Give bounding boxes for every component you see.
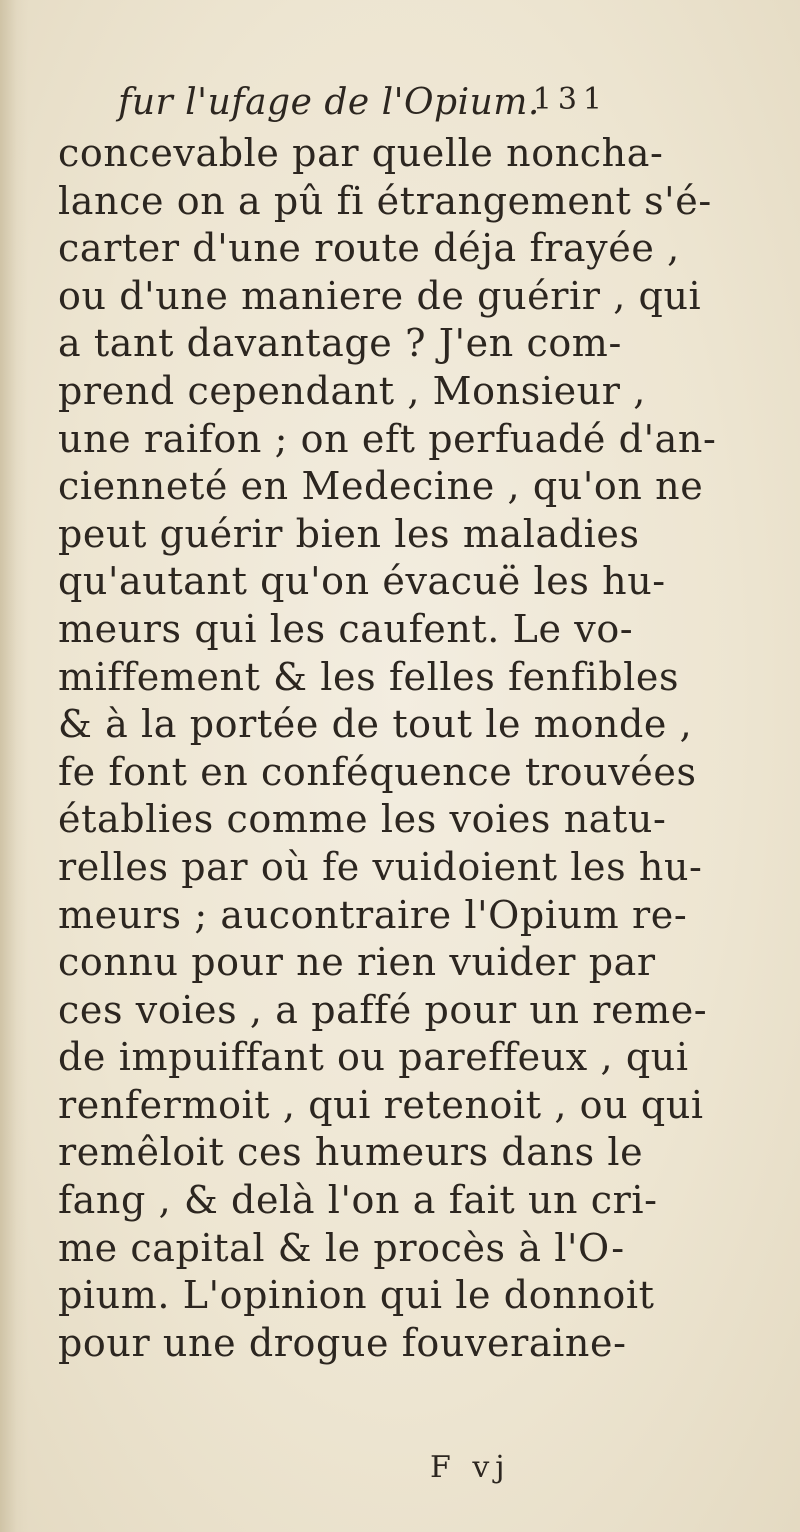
text-line: cienneté en Medecine , qu'on ne — [58, 464, 704, 509]
text-line: fe font en conféquence trouvées — [58, 749, 697, 794]
text-line: a tant davantage ? J'en com- — [58, 321, 622, 366]
text-line: meurs qui les caufent. Le vo- — [58, 606, 634, 651]
text-line: relles par où fe vuidoient les hu- — [58, 844, 703, 889]
text-line: prend cependant , Monsieur , — [58, 368, 646, 413]
signature-mark: F vj — [430, 1450, 511, 1485]
text-line: pium. L'opinion qui le donnoit — [58, 1273, 655, 1318]
text-line: remêloit ces humeurs dans le — [58, 1130, 644, 1175]
running-head: fur l'ufage de l'Opium. — [118, 82, 540, 123]
gutter-shadow — [0, 0, 28, 1532]
text-line: carter d'une route déja frayée , — [58, 226, 680, 271]
page-number: 131 — [532, 82, 608, 117]
text-line: meurs ; aucontraire l'Opium re- — [58, 892, 688, 937]
text-line: peut guérir bien les maladies — [58, 511, 640, 556]
text-line: miffement & les felles fenfibles — [58, 654, 680, 699]
page-header — [118, 82, 608, 132]
text-line: renfermoit , qui retenoit , ou qui — [58, 1082, 704, 1127]
text-line: me capital & le procès à l'O- — [58, 1225, 625, 1270]
text-line: concevable par quelle noncha- — [58, 131, 664, 175]
text-line: connu pour ne rien vuider par — [58, 940, 656, 985]
text-line: pour une drogue fouveraine- — [58, 1320, 627, 1365]
text-line: de impuiffant ou pareffeux , qui — [58, 1035, 689, 1080]
text-line: une raifon ; on eft perfuadé d'an- — [58, 416, 717, 461]
text-line: établies comme les voies natu- — [58, 797, 667, 842]
text-line: fang , & delà l'on a fait un cri- — [58, 1178, 658, 1223]
text-line: & à la portée de tout le monde , — [58, 702, 693, 747]
text-line: lance on a pû fi étrangement s'é- — [58, 178, 712, 223]
body-text — [58, 130, 758, 1367]
text-line: ces voies , a paffé pour un reme- — [58, 987, 708, 1032]
text-line: qu'autant qu'on évacuë les hu- — [58, 559, 666, 604]
text-line: ou d'une maniere de guérir , qui — [58, 273, 702, 318]
